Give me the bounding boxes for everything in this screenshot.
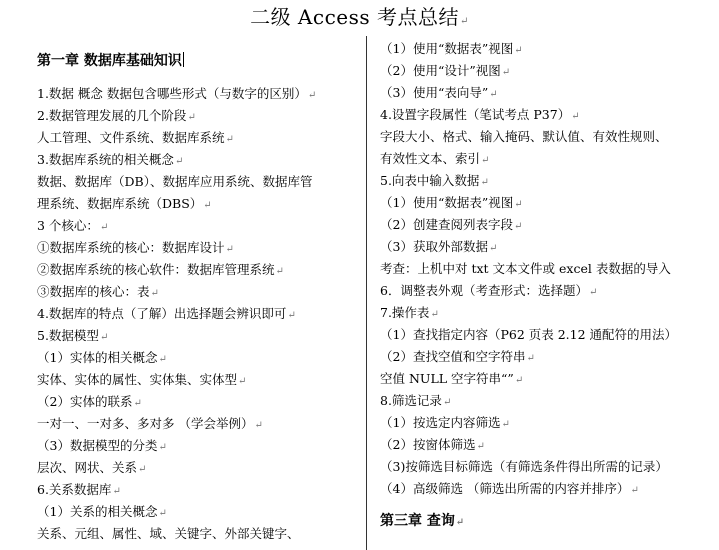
line-text: ③数据库的核心：表 — [37, 284, 150, 299]
list-item — [380, 105, 580, 125]
paragraph-mark-icon: ↵ — [138, 464, 147, 475]
paragraph-mark-icon: ↵ — [133, 398, 142, 409]
list-item — [380, 193, 523, 213]
paragraph-mark-icon: ↵ — [225, 134, 234, 145]
line-text: （3）使用“表向导” — [380, 85, 489, 100]
line-text: （2）查找空值和空字符串 — [380, 349, 526, 364]
line-text: 人工管理、文件系统、数据库系统 — [37, 130, 225, 145]
paragraph-mark-icon: ↵ — [225, 244, 234, 255]
paragraph-mark-icon: ↵ — [158, 508, 167, 519]
paragraph-mark-icon: ↵ — [275, 266, 284, 277]
paragraph-mark-icon: ↵ — [287, 310, 296, 321]
list-item — [37, 150, 183, 170]
line-text: ②数据库系统的核心软件：数据库管理系统 — [37, 262, 275, 277]
paragraph-mark-icon: ↵ — [150, 288, 159, 299]
line-text: （1）使用“数据表”视图 — [380, 195, 514, 210]
paragraph-mark-icon: ↵ — [514, 45, 523, 56]
paragraph-mark-icon: ↵ — [514, 199, 523, 210]
line-text: 6．调整表外观（考查形式：选择题） — [380, 283, 588, 298]
line-text: （3）获取外部数据 — [380, 239, 488, 254]
list-item — [37, 480, 121, 500]
column-divider — [366, 36, 367, 550]
line-text: 层次、网状、关系 — [37, 460, 138, 475]
paragraph-mark-icon: ↵ — [480, 177, 489, 188]
list-item — [37, 282, 159, 302]
paragraph-mark-icon: ↵ — [203, 200, 212, 211]
line-text: 有效性文本、索引 — [380, 151, 481, 166]
line-text: 字段大小、格式、输入掩码、默认值、有效性规则、 — [380, 129, 668, 144]
list-item — [380, 171, 489, 191]
list-item — [37, 370, 246, 390]
line-text: ①数据库系统的核心：数据库设计 — [37, 240, 225, 255]
list-item — [380, 127, 668, 147]
line-text: 关系、元组、属性、域、关键字、外部关键字、 — [37, 526, 300, 541]
line-text: （2）使用“设计”视图 — [380, 63, 501, 78]
list-item — [37, 194, 212, 214]
line-text: 7.操作表 — [380, 305, 430, 320]
paragraph-mark-icon: ↵ — [489, 89, 498, 100]
paragraph-mark-icon: ↵ — [513, 221, 523, 232]
list-item — [37, 436, 167, 456]
paragraph-mark-icon: ↵ — [307, 90, 317, 101]
list-item — [37, 502, 167, 522]
line-text: 3.数据库系统的相关概念 — [37, 152, 174, 167]
paragraph-mark-icon: ↵ — [112, 486, 121, 497]
line-text: （4）高级筛选 （筛选出所需的内容并排序） — [380, 481, 630, 496]
page-title — [0, 2, 719, 32]
paragraph-mark-icon: ↵ — [588, 287, 598, 298]
list-item — [37, 260, 284, 280]
line-text: （3)按筛选目标筛选（有筛选条件得出所需的记录） — [380, 459, 668, 474]
list-item — [380, 391, 451, 411]
paragraph-mark-icon: ↵ — [514, 375, 524, 386]
paragraph-mark-icon: ↵ — [238, 376, 247, 387]
chapter-3-heading — [380, 511, 464, 531]
line-text: （3）数据模型的分类 — [37, 438, 158, 453]
paragraph-mark-icon: ↵ — [488, 243, 498, 254]
list-item — [37, 172, 312, 192]
list-item — [380, 369, 523, 389]
line-text: 2.数据管理发展的几个阶段 — [37, 108, 187, 123]
list-item — [37, 304, 296, 324]
paragraph-mark-icon: ↵ — [481, 155, 490, 166]
paragraph-mark-icon: ↵ — [501, 67, 511, 78]
title-text: 二级 Access 考点总结 — [250, 5, 460, 29]
text-cursor — [183, 52, 184, 67]
chapter-1-heading — [37, 51, 184, 71]
list-item — [37, 348, 167, 368]
line-text: 6.关系数据库 — [37, 482, 112, 497]
list-item — [380, 457, 668, 477]
line-text: 数据、数据库（DB）、数据库应用系统、数据库管 — [37, 174, 313, 189]
list-item — [380, 303, 439, 323]
paragraph-mark-icon: ↵ — [571, 111, 580, 122]
paragraph-mark-icon: ↵ — [460, 16, 469, 27]
list-item — [380, 259, 671, 279]
line-text: （1）实体的相关概念 — [37, 350, 158, 365]
paragraph-mark-icon: ↵ — [430, 309, 439, 320]
line-text: （1）按选定内容筛选 — [380, 415, 501, 430]
paragraph-mark-icon: ↵ — [99, 222, 109, 233]
paragraph-mark-icon: ↵ — [254, 420, 263, 431]
paragraph-mark-icon: ↵ — [501, 419, 510, 430]
list-item — [380, 237, 497, 257]
line-text: 实体、实体的属性、实体集、实体型 — [37, 372, 238, 387]
line-text: 5.数据模型 — [37, 328, 99, 343]
list-item — [37, 128, 234, 148]
list-item — [37, 84, 316, 104]
paragraph-mark-icon: ↵ — [526, 353, 535, 364]
paragraph-mark-icon: ↵ — [442, 397, 452, 408]
list-item — [37, 392, 142, 412]
list-item — [380, 281, 597, 301]
list-item — [380, 435, 485, 455]
line-text: 理系统、数据库系统（DBS） — [37, 196, 203, 211]
list-item — [37, 106, 196, 126]
line-text: 4.数据库的特点（了解）出选择题会辨识即可 — [37, 306, 287, 321]
line-text: （2）创建查阅列表字段 — [380, 217, 513, 232]
paragraph-mark-icon: ↵ — [187, 112, 196, 123]
list-item — [380, 325, 677, 345]
paragraph-mark-icon: ↵ — [99, 332, 109, 343]
list-item — [380, 83, 498, 103]
list-item — [380, 39, 523, 59]
paragraph-mark-icon: ↵ — [158, 354, 167, 365]
list-item — [37, 238, 234, 258]
line-text: 1.数据 概念 数据包含哪些形式（与数字的区别） — [37, 86, 307, 101]
line-text: （1）查找指定内容（P62 页表 2.12 通配符的用法） — [380, 327, 678, 342]
line-text: （1）使用“数据表”视图 — [380, 41, 514, 56]
list-item — [380, 479, 639, 499]
list-item — [380, 215, 522, 235]
line-text: （2）实体的联系 — [37, 394, 133, 409]
line-text: 4.设置字段属性（笔试考点 P37） — [380, 107, 571, 122]
paragraph-mark-icon: ↵ — [455, 517, 465, 528]
line-text: 5.向表中输入数据 — [380, 173, 480, 188]
paragraph-mark-icon: ↵ — [174, 156, 184, 167]
line-text: 3 个核心： — [37, 218, 99, 233]
line-text: 8.筛选记录 — [380, 393, 442, 408]
list-item — [37, 326, 108, 346]
paragraph-mark-icon: ↵ — [476, 441, 485, 452]
list-item — [380, 149, 489, 169]
line-text: （2）按窗体筛选 — [380, 437, 476, 452]
line-text: 空值 NULL 空字符串“” — [380, 371, 514, 386]
list-item — [380, 347, 535, 367]
line-text: 第一章 数据库基础知识 — [37, 53, 182, 69]
line-text: 一对一、一对多、多对多 （学会举例） — [37, 416, 254, 431]
list-item — [380, 413, 510, 433]
list-item — [37, 216, 108, 236]
list-item — [380, 61, 510, 81]
paragraph-mark-icon: ↵ — [630, 485, 639, 496]
list-item — [37, 458, 146, 478]
list-item — [37, 524, 300, 544]
line-text: 考查：上机中对 txt 文本文件或 excel 表数据的导入 — [380, 261, 671, 276]
line-text: （1）关系的相关概念 — [37, 504, 158, 519]
paragraph-mark-icon: ↵ — [158, 442, 167, 453]
line-text: 第三章 查询 — [380, 513, 455, 529]
list-item — [37, 414, 263, 434]
